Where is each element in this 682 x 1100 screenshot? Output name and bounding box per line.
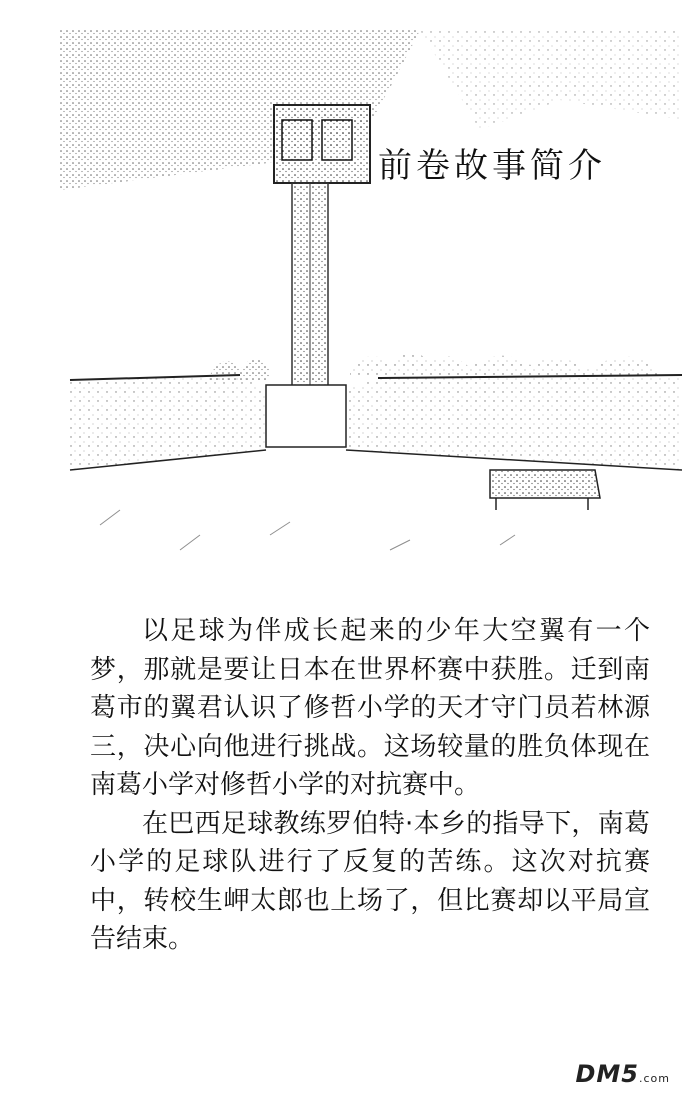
stadium-illustration [60, 30, 682, 610]
paragraph: 在巴西足球教练罗伯特·本乡的指导下，南葛小学的足球队进行了反复的苦练。这次对抗赛中，转校生岬太郎也上场了，但比赛却以平局宣告结束。 [90, 808, 650, 954]
story-summary [90, 612, 650, 959]
paragraph: 以足球为伴成长起来的少年大空翼有一个梦，那就是要让日本在世界杯赛中获胜。迁到南葛市的翼君认识了修哲小学的天才守门员若林源三，决心向他进行挑战。这场较量的胜负体现在南葛小学对修哲小学的对抗赛中。 [90, 616, 650, 800]
stadium-stands [70, 375, 682, 470]
site-watermark [575, 1060, 670, 1088]
watermark-suffix: .com [639, 1072, 670, 1085]
page-title: 前卷故事简介 [374, 136, 610, 189]
watermark-main: DM5 [575, 1060, 639, 1088]
dugout-bench [490, 470, 600, 510]
stadium-clock-tower-drawing [60, 30, 682, 610]
